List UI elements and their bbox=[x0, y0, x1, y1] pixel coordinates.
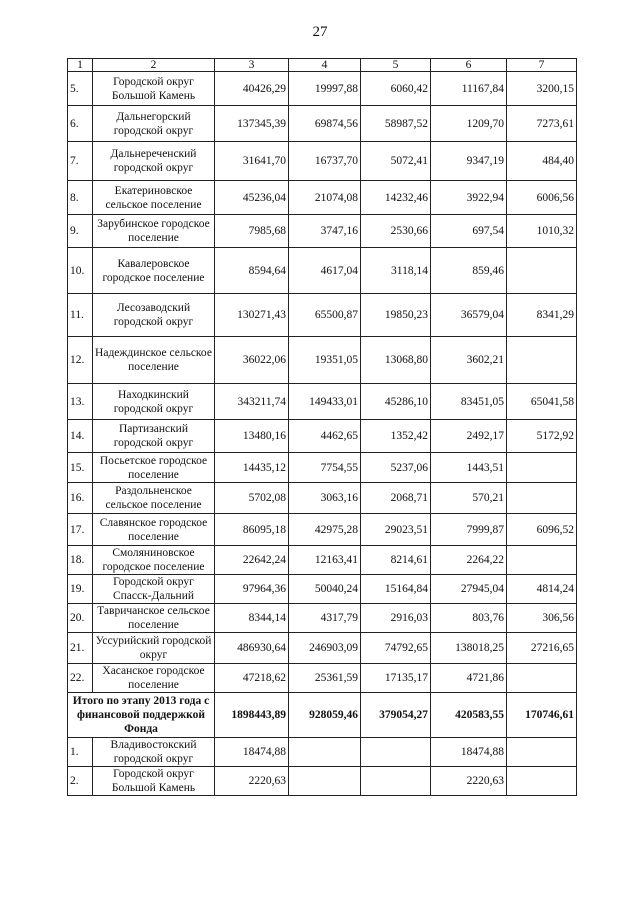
value-cell: 18474,88 bbox=[215, 738, 289, 767]
value-cell bbox=[361, 738, 431, 767]
value-cell: 4317,79 bbox=[289, 604, 361, 633]
value-cell: 21074,08 bbox=[289, 181, 361, 215]
total-value-cell: 379054,27 bbox=[361, 693, 431, 738]
value-cell: 12163,41 bbox=[289, 546, 361, 575]
row-number-cell: 20. bbox=[68, 604, 93, 633]
municipality-cell: Екатериновское сельское поселение bbox=[93, 181, 215, 215]
value-cell: 570,21 bbox=[431, 483, 507, 514]
value-cell: 1443,51 bbox=[431, 453, 507, 483]
value-cell bbox=[289, 767, 361, 796]
municipality-cell: Владивостокский городской округ bbox=[93, 738, 215, 767]
value-cell: 7754,55 bbox=[289, 453, 361, 483]
header-cell: 6 bbox=[431, 59, 507, 72]
value-cell: 5702,08 bbox=[215, 483, 289, 514]
municipality-cell: Надеждинское сельское поселение bbox=[93, 337, 215, 384]
value-cell: 14232,46 bbox=[361, 181, 431, 215]
value-cell: 45286,10 bbox=[361, 384, 431, 420]
table-row bbox=[68, 72, 577, 106]
municipality-cell: Тавричанское сельское поселение bbox=[93, 604, 215, 633]
value-cell: 36579,04 bbox=[431, 294, 507, 337]
table-row bbox=[68, 294, 577, 337]
row-number-cell: 12. bbox=[68, 337, 93, 384]
table-row bbox=[68, 248, 577, 294]
value-cell: 6006,56 bbox=[507, 181, 577, 215]
value-cell: 137345,39 bbox=[215, 106, 289, 142]
value-cell: 8341,29 bbox=[507, 294, 577, 337]
value-cell: 8214,61 bbox=[361, 546, 431, 575]
value-cell: 25361,59 bbox=[289, 664, 361, 693]
value-cell: 3602,21 bbox=[431, 337, 507, 384]
municipality-cell: Партизанский городской округ bbox=[93, 420, 215, 453]
value-cell bbox=[361, 767, 431, 796]
row-number-cell: 13. bbox=[68, 384, 93, 420]
value-cell: 65500,87 bbox=[289, 294, 361, 337]
value-cell: 97964,36 bbox=[215, 575, 289, 604]
total-value-cell: 420583,55 bbox=[431, 693, 507, 738]
value-cell: 36022,06 bbox=[215, 337, 289, 384]
header-cell: 4 bbox=[289, 59, 361, 72]
value-cell: 4617,04 bbox=[289, 248, 361, 294]
value-cell: 22642,24 bbox=[215, 546, 289, 575]
row-number-cell: 2. bbox=[68, 767, 93, 796]
table-row bbox=[68, 738, 577, 767]
value-cell: 2220,63 bbox=[215, 767, 289, 796]
data-table bbox=[67, 58, 577, 796]
value-cell: 2916,03 bbox=[361, 604, 431, 633]
value-cell: 130271,43 bbox=[215, 294, 289, 337]
row-number-cell: 11. bbox=[68, 294, 93, 337]
row-number-cell: 6. bbox=[68, 106, 93, 142]
value-cell: 7273,61 bbox=[507, 106, 577, 142]
value-cell: 1209,70 bbox=[431, 106, 507, 142]
value-cell: 2220,63 bbox=[431, 767, 507, 796]
municipality-cell: Городской округ Спасск-Дальний bbox=[93, 575, 215, 604]
value-cell: 697,54 bbox=[431, 215, 507, 248]
row-number-cell: 10. bbox=[68, 248, 93, 294]
row-number-cell: 15. bbox=[68, 453, 93, 483]
value-cell: 2492,17 bbox=[431, 420, 507, 453]
municipality-cell: Кавалеровское городское поселение bbox=[93, 248, 215, 294]
row-number-cell: 22. bbox=[68, 664, 93, 693]
value-cell: 803,76 bbox=[431, 604, 507, 633]
value-cell: 14435,12 bbox=[215, 453, 289, 483]
value-cell: 74792,65 bbox=[361, 633, 431, 664]
table-row bbox=[68, 633, 577, 664]
municipality-cell: Городской округ Большой Камень bbox=[93, 72, 215, 106]
row-number-cell: 5. bbox=[68, 72, 93, 106]
value-cell: 47218,62 bbox=[215, 664, 289, 693]
value-cell: 58987,52 bbox=[361, 106, 431, 142]
value-cell bbox=[507, 248, 577, 294]
value-cell bbox=[507, 546, 577, 575]
table-row bbox=[68, 106, 577, 142]
row-number-cell: 7. bbox=[68, 142, 93, 181]
table-row bbox=[68, 420, 577, 453]
value-cell: 5172,92 bbox=[507, 420, 577, 453]
value-cell: 5237,06 bbox=[361, 453, 431, 483]
value-cell: 4721,86 bbox=[431, 664, 507, 693]
table-row bbox=[68, 575, 577, 604]
municipality-cell: Лесозаводский городской округ bbox=[93, 294, 215, 337]
page-number: 27 bbox=[312, 24, 328, 40]
value-cell: 2264,22 bbox=[431, 546, 507, 575]
total-value-cell: 1898443,89 bbox=[215, 693, 289, 738]
header-cell: 2 bbox=[93, 59, 215, 72]
value-cell bbox=[507, 483, 577, 514]
table-row bbox=[68, 546, 577, 575]
value-cell bbox=[507, 767, 577, 796]
value-cell: 3063,16 bbox=[289, 483, 361, 514]
value-cell: 3200,15 bbox=[507, 72, 577, 106]
value-cell: 40426,29 bbox=[215, 72, 289, 106]
value-cell: 11167,84 bbox=[431, 72, 507, 106]
value-cell bbox=[507, 453, 577, 483]
header-cell: 1 bbox=[68, 59, 93, 72]
value-cell: 1352,42 bbox=[361, 420, 431, 453]
value-cell: 31641,70 bbox=[215, 142, 289, 181]
value-cell: 27216,65 bbox=[507, 633, 577, 664]
value-cell: 18474,88 bbox=[431, 738, 507, 767]
header-cell: 5 bbox=[361, 59, 431, 72]
value-cell: 19850,23 bbox=[361, 294, 431, 337]
table-row bbox=[68, 664, 577, 693]
value-cell: 7999,87 bbox=[431, 514, 507, 546]
value-cell: 1010,32 bbox=[507, 215, 577, 248]
value-cell: 29023,51 bbox=[361, 514, 431, 546]
value-cell: 343211,74 bbox=[215, 384, 289, 420]
table-row bbox=[68, 767, 577, 796]
table-row bbox=[68, 181, 577, 215]
municipality-cell: Находкинский городской округ bbox=[93, 384, 215, 420]
municipality-cell: Смоляниновское городское поселение bbox=[93, 546, 215, 575]
municipality-cell: Хасанское городское поселение bbox=[93, 664, 215, 693]
row-number-cell: 18. bbox=[68, 546, 93, 575]
value-cell: 2068,71 bbox=[361, 483, 431, 514]
value-cell: 4462,65 bbox=[289, 420, 361, 453]
municipality-cell: Дальнереченский городской округ bbox=[93, 142, 215, 181]
row-number-cell: 19. bbox=[68, 575, 93, 604]
value-cell: 7985,68 bbox=[215, 215, 289, 248]
row-number-cell: 14. bbox=[68, 420, 93, 453]
municipality-cell: Городской округ Большой Камень bbox=[93, 767, 215, 796]
value-cell: 86095,18 bbox=[215, 514, 289, 546]
total-label: Итого по этапу 2013 года с финансовой поддержкой Фонда bbox=[68, 693, 215, 738]
row-number-cell: 17. bbox=[68, 514, 93, 546]
value-cell: 3747,16 bbox=[289, 215, 361, 248]
value-cell: 16737,70 bbox=[289, 142, 361, 181]
value-cell: 69874,56 bbox=[289, 106, 361, 142]
value-cell bbox=[507, 738, 577, 767]
municipality-cell: Раздольненское сельское поселение bbox=[93, 483, 215, 514]
value-cell: 306,56 bbox=[507, 604, 577, 633]
value-cell: 484,40 bbox=[507, 142, 577, 181]
municipality-cell: Дальнегорский городской округ bbox=[93, 106, 215, 142]
total-row bbox=[68, 693, 577, 738]
municipality-cell: Славянское городское поселение bbox=[93, 514, 215, 546]
value-cell: 8344,14 bbox=[215, 604, 289, 633]
total-value-cell: 170746,61 bbox=[507, 693, 577, 738]
table-row bbox=[68, 604, 577, 633]
row-number-cell: 16. bbox=[68, 483, 93, 514]
header-cell: 3 bbox=[215, 59, 289, 72]
municipality-cell: Посьетское городское поселение bbox=[93, 453, 215, 483]
value-cell: 149433,01 bbox=[289, 384, 361, 420]
header-cell: 7 bbox=[507, 59, 577, 72]
value-cell: 15164,84 bbox=[361, 575, 431, 604]
value-cell: 246903,09 bbox=[289, 633, 361, 664]
value-cell: 27945,04 bbox=[431, 575, 507, 604]
row-number-cell: 21. bbox=[68, 633, 93, 664]
value-cell: 13480,16 bbox=[215, 420, 289, 453]
value-cell: 17135,17 bbox=[361, 664, 431, 693]
value-cell: 65041,58 bbox=[507, 384, 577, 420]
value-cell: 19997,88 bbox=[289, 72, 361, 106]
value-cell: 13068,80 bbox=[361, 337, 431, 384]
table-row bbox=[68, 514, 577, 546]
value-cell: 4814,24 bbox=[507, 575, 577, 604]
value-cell: 45236,04 bbox=[215, 181, 289, 215]
value-cell: 3922,94 bbox=[431, 181, 507, 215]
value-cell: 138018,25 bbox=[431, 633, 507, 664]
total-value-cell: 928059,46 bbox=[289, 693, 361, 738]
table-row bbox=[68, 215, 577, 248]
value-cell: 50040,24 bbox=[289, 575, 361, 604]
row-number-cell: 9. bbox=[68, 215, 93, 248]
table-row bbox=[68, 337, 577, 384]
value-cell: 486930,64 bbox=[215, 633, 289, 664]
value-cell bbox=[507, 664, 577, 693]
value-cell: 42975,28 bbox=[289, 514, 361, 546]
value-cell: 859,46 bbox=[431, 248, 507, 294]
municipality-cell: Уссурийский городской округ bbox=[93, 633, 215, 664]
value-cell: 83451,05 bbox=[431, 384, 507, 420]
table-row bbox=[68, 142, 577, 181]
value-cell: 19351,05 bbox=[289, 337, 361, 384]
value-cell: 6060,42 bbox=[361, 72, 431, 106]
row-number-cell: 1. bbox=[68, 738, 93, 767]
table-row bbox=[68, 453, 577, 483]
value-cell: 6096,52 bbox=[507, 514, 577, 546]
municipality-cell: Зарубинское городское поселение bbox=[93, 215, 215, 248]
value-cell: 2530,66 bbox=[361, 215, 431, 248]
value-cell: 8594,64 bbox=[215, 248, 289, 294]
value-cell: 9347,19 bbox=[431, 142, 507, 181]
table-row bbox=[68, 384, 577, 420]
value-cell bbox=[507, 337, 577, 384]
value-cell bbox=[289, 738, 361, 767]
value-cell: 3118,14 bbox=[361, 248, 431, 294]
table-row bbox=[68, 483, 577, 514]
header-row bbox=[68, 59, 577, 72]
row-number-cell: 8. bbox=[68, 181, 93, 215]
value-cell: 5072,41 bbox=[361, 142, 431, 181]
